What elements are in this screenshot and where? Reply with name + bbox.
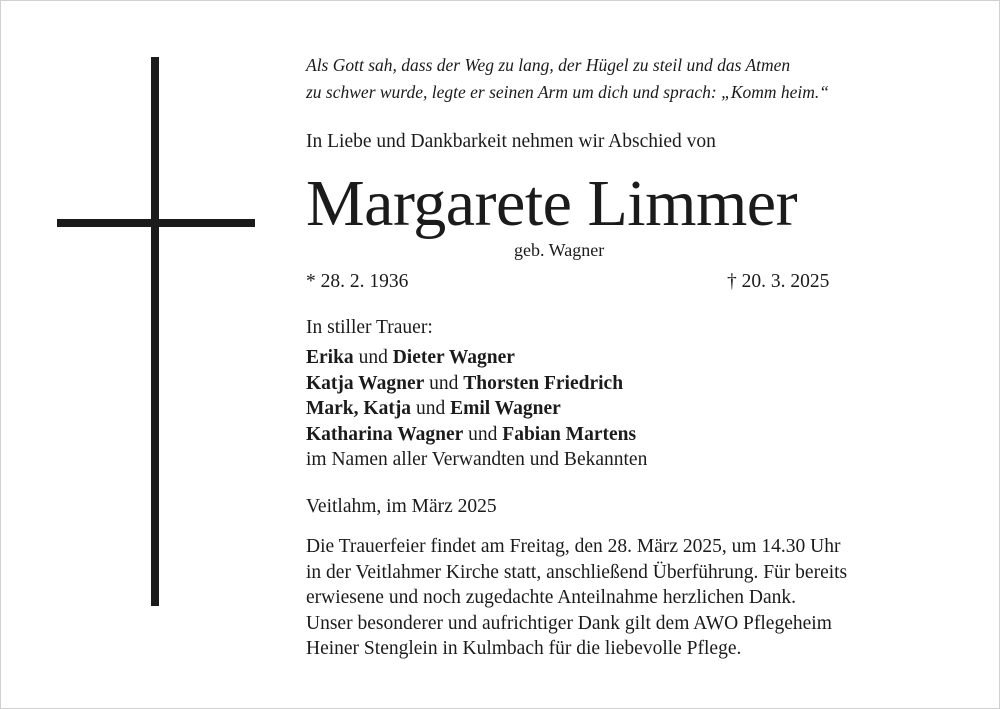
mourner-row (306, 371, 647, 397)
cross-vertical-bar (151, 57, 159, 606)
notice-line-1: Die Trauerfeier findet am Freitag, den 28. März 2025, um 14.30 Uhr (306, 536, 841, 557)
mourner-row (306, 345, 647, 371)
place-and-date: Veitlahm, im März 2025 (306, 496, 497, 517)
mourner-name: Mark, Katja (306, 398, 412, 419)
memorial-quote (306, 52, 829, 106)
mourner-joiner: und (463, 423, 503, 445)
maiden-name: geb. Wagner (514, 240, 605, 260)
mourners-heading: In stiller Trauer: (306, 317, 433, 338)
quote-line-2: zu schwer wurde, legte er seinen Arm um dich und sprach: „Komm heim.“ (306, 82, 830, 102)
mourner-name: Katharina Wagner (306, 423, 464, 445)
mourner-row (306, 422, 647, 448)
notice-line-3: erwiesene und noch zugedachte Anteilnahme herzlichen Dank. (306, 587, 797, 608)
cross-horizontal-bar (57, 219, 255, 227)
mourner-joiner: und (411, 398, 451, 419)
mourners-closing: im Namen aller Verwandten und Bekannten (306, 449, 648, 470)
mourner-name: Katja Wagner (306, 372, 425, 394)
notice-line-2: in der Veitlahmer Kirche statt, anschließend Überführung. Für bereits (306, 561, 848, 583)
mourners-list (306, 345, 647, 473)
mourner-name: Emil Wagner (450, 398, 561, 419)
mourner-name: Thorsten Friedrich (463, 372, 624, 394)
intro-text: In Liebe und Dankbarkeit nehmen wir Abschied von (306, 131, 716, 152)
deceased-name: Margarete Limmer (306, 167, 798, 240)
birth-date: * 28. 2. 1936 (306, 271, 409, 292)
mourner-name: Fabian Martens (502, 423, 637, 445)
death-date: † 20. 3. 2025 (727, 271, 830, 292)
funeral-notice (306, 534, 847, 662)
quote-line-1: Als Gott sah, dass der Weg zu lang, der Hügel zu steil und das Atmen (306, 55, 791, 75)
mourner-row (306, 396, 647, 422)
mourner-name: Dieter Wagner (392, 347, 515, 368)
mourner-joiner: und (424, 372, 464, 394)
notice-line-4: Unser besonderer und aufrichtiger Dank gilt dem AWO Pflegeheim (306, 612, 832, 634)
mourner-name: Erika (306, 347, 354, 368)
notice-line-5: Heiner Stenglein in Kulmbach für die liebevolle Pflege. (306, 638, 742, 659)
mourner-joiner: und (353, 347, 393, 368)
